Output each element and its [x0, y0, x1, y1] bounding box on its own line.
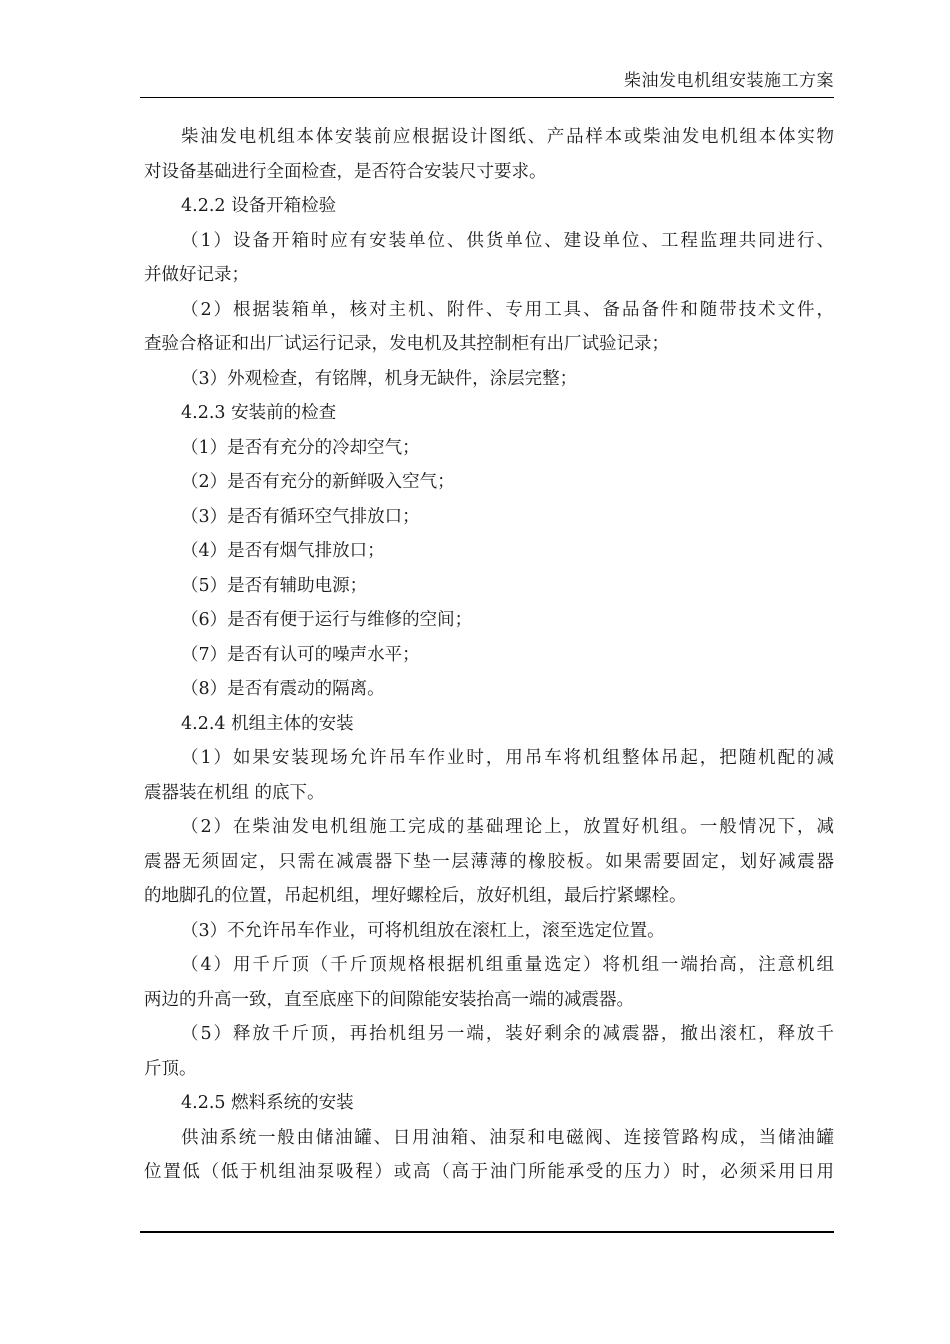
list-item-line: 并做好记录；	[144, 265, 249, 285]
paragraph-line: 对设备基础进行全面检查，是否符合安装尺寸要求。	[144, 161, 547, 182]
list-item-line: （7）是否有认可的噪声水平；	[181, 644, 420, 665]
footer-divider	[140, 1231, 834, 1233]
list-item-line: （3）是否有循环空气排放口；	[181, 506, 420, 527]
list-item-line: （2）根据装箱单，核对主机、附件、专用工具、备品备件和随带技术文件，	[181, 299, 834, 320]
paragraph-line: 位置低（低于机组油泵吸程）或高（高于油门所能承受的压力）时，必须采用日用	[144, 1162, 834, 1182]
section-heading: 4.2.4 机组主体的安装	[181, 713, 354, 734]
list-item-line: （5）是否有辅助电源；	[181, 575, 368, 596]
list-item-line: 震器装在机组 的底下。	[144, 782, 325, 803]
list-item-line: （1）如果安装现场允许吊车作业时，用吊车将机组整体吊起，把随机配的减	[181, 748, 834, 768]
list-item-line: （8）是否有震动的隔离。	[181, 679, 385, 699]
document-body	[144, 120, 834, 1190]
list-item-line: （4）用千斤顶（千斤顶规格根据机组重量选定）将机组一端抬高，注意机组	[181, 955, 834, 975]
list-item-line: （1）是否有充分的冷却空气；	[181, 437, 420, 458]
list-item-line: （3）外观检查，有铭牌，机身无缺件，涂层完整；	[181, 368, 578, 389]
list-item-line: （6）是否有便于运行与维修的空间；	[181, 610, 473, 630]
list-item-line: （5）释放千斤顶，再抬机组另一端，装好剩余的减震器，撤出滚杠，释放千	[181, 1024, 834, 1044]
list-item-line: 震器无须固定，只需在减震器下垫一层薄薄的橡胶板。如果需要固定，划好减震器	[144, 851, 834, 872]
paragraph-line: 供油系统一般由储油罐、日用油箱、油泵和电磁阀、连接管路构成，当储油罐	[181, 1127, 834, 1148]
paragraph-line: 柴油发电机组本体安装前应根据设计图纸、产品样本或柴油发电机组本体实物	[181, 127, 834, 147]
section-heading: 4.2.3 安装前的检查	[181, 403, 337, 423]
list-item-line: （2）在柴油发电机组施工完成的基础理论上，放置好机组。一般情况下，减	[181, 817, 834, 837]
list-item-line: （3）不允许吊车作业，可将机组放在滚杠上，滚至选定位置。	[181, 920, 665, 941]
list-item-line: （1）设备开箱时应有安装单位、供货单位、建设单位、工程监理共同进行、	[181, 230, 834, 251]
list-item-line: 查验合格证和出厂试运行记录，发电机及其控制柜有出厂试验记录；	[144, 334, 669, 354]
list-item-line: （2）是否有充分的新鲜吸入空气；	[181, 472, 455, 492]
section-heading: 4.2.2 设备开箱检验	[181, 196, 337, 216]
page-header-title: 柴油发电机组安装施工方案	[624, 71, 834, 91]
section-heading: 4.2.5 燃料系统的安装	[181, 1093, 354, 1113]
list-item-line: （4）是否有烟气排放口；	[181, 541, 385, 561]
list-item-line: 的地脚孔的位置，吊起机组，埋好螺栓后，放好机组，最后拧紧螺栓。	[144, 886, 687, 906]
header-divider	[140, 97, 834, 98]
list-item-line: 两边的升高一致，直至底座下的间隙能安装抬高一端的减震器。	[144, 989, 634, 1010]
list-item-line: 斤顶。	[144, 1058, 197, 1079]
